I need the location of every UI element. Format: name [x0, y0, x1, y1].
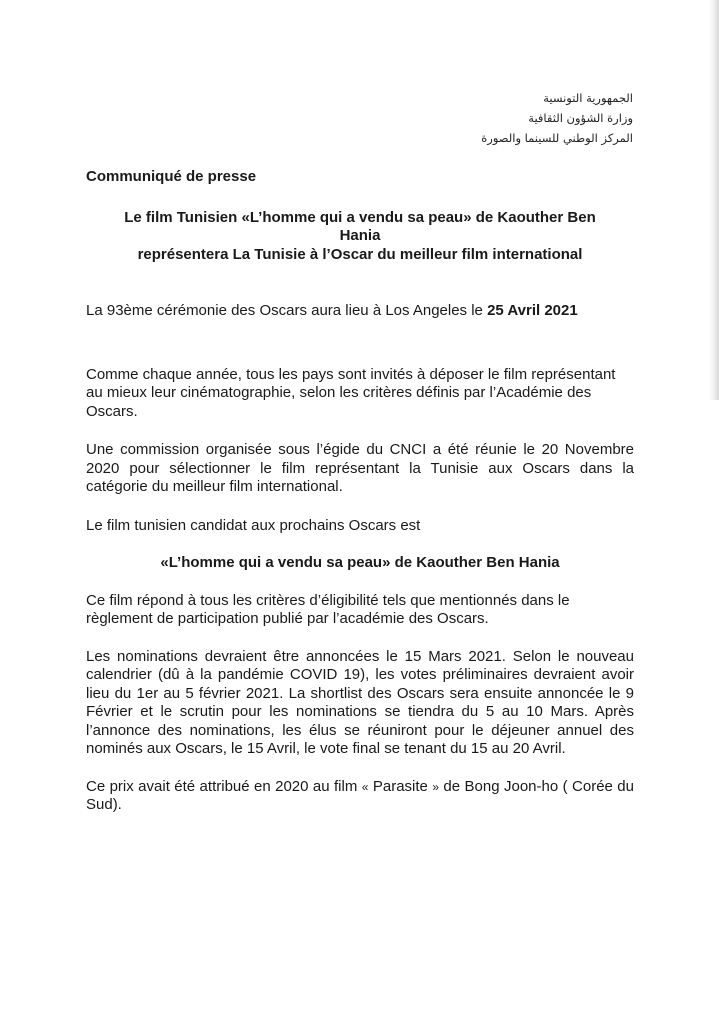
ceremony-date: 25 Avril 2021 — [487, 302, 578, 319]
title-line-3: représentera La Tunisie à l’Oscar du meilleur film international — [137, 245, 583, 263]
previous-winner-text-before: Ce prix avait été attribué en 2020 au film — [86, 777, 362, 795]
previous-winner-film: Parasite — [368, 777, 433, 795]
paragraph-candidate-intro: Le film tunisien candidat aux prochains Oscars est — [86, 516, 421, 534]
candidate-film-title: «L’homme qui a vendu sa peau» de Kaouther Ben Hania — [160, 554, 560, 571]
letterhead-line-center: المركز الوطني للسينما والصورة — [481, 131, 633, 145]
date-paragraph-text: La 93ème cérémonie des Oscars aura lieu à Los Angeles le — [86, 302, 488, 319]
title-line-1: Le film Tunisien «L’homme qui a vendu sa peau» de Kaouther Ben — [124, 208, 596, 226]
page-edge-shadow — [709, 0, 719, 400]
paragraph-invitation: Comme chaque année, tous les pays sont invités à déposer le film représentant au mieux leur cinématographie, selon les critères définis par l’Académie des Oscars. — [86, 365, 616, 420]
quote-close: » — [432, 779, 440, 794]
paragraph-eligibility: Ce film répond à tous les critères d’éligibilité tels que mentionnés dans le règlement de participation publié par l’académie des Oscars. — [86, 591, 570, 627]
title-line-2: Hania — [339, 227, 381, 244]
letterhead-line-ministry: وزارة الشؤون الثقافية — [528, 111, 633, 125]
quote-open: « — [361, 779, 369, 794]
paragraph-commission: Une commission organisée sous l’égide du CNCI a été réunie le 20 Novembre 2020 pour sélectionner le film représentant la Tunisie aux Oscars dans la catégorie du meilleur film international. — [86, 441, 634, 495]
document-body — [86, 168, 634, 815]
paragraph-schedule: Les nominations devraient être annoncées le 15 Mars 2021. Selon le nouveau calendrier (dû à la pandémie COVID 19), les votes préliminaires devraient avoir lieu du 1er au 5 février 2021. La shortlist des Oscars sera ensuite annoncée le 9 Février et le scrutin pour les nominations se tiendra du 5 au 10 Mars. Après l’annonce des nominations, les élus se réuniront pour le déjeuner annuel des nominés aux Oscars, le 15 Avril, le vote final se tenant du 15 au 20 Avril. — [86, 647, 634, 757]
paragraph-previous-winner — [86, 778, 634, 815]
letterhead-line-republic: الجمهورية التونسية — [543, 91, 633, 105]
document-title — [86, 209, 634, 265]
arabic-letterhead — [433, 88, 633, 148]
previous-winner-text-after: de Bong Joon-ho ( Corée du Sud). — [86, 777, 634, 813]
document-label: Communiqué de presse — [86, 168, 257, 185]
date-paragraph — [86, 302, 634, 321]
